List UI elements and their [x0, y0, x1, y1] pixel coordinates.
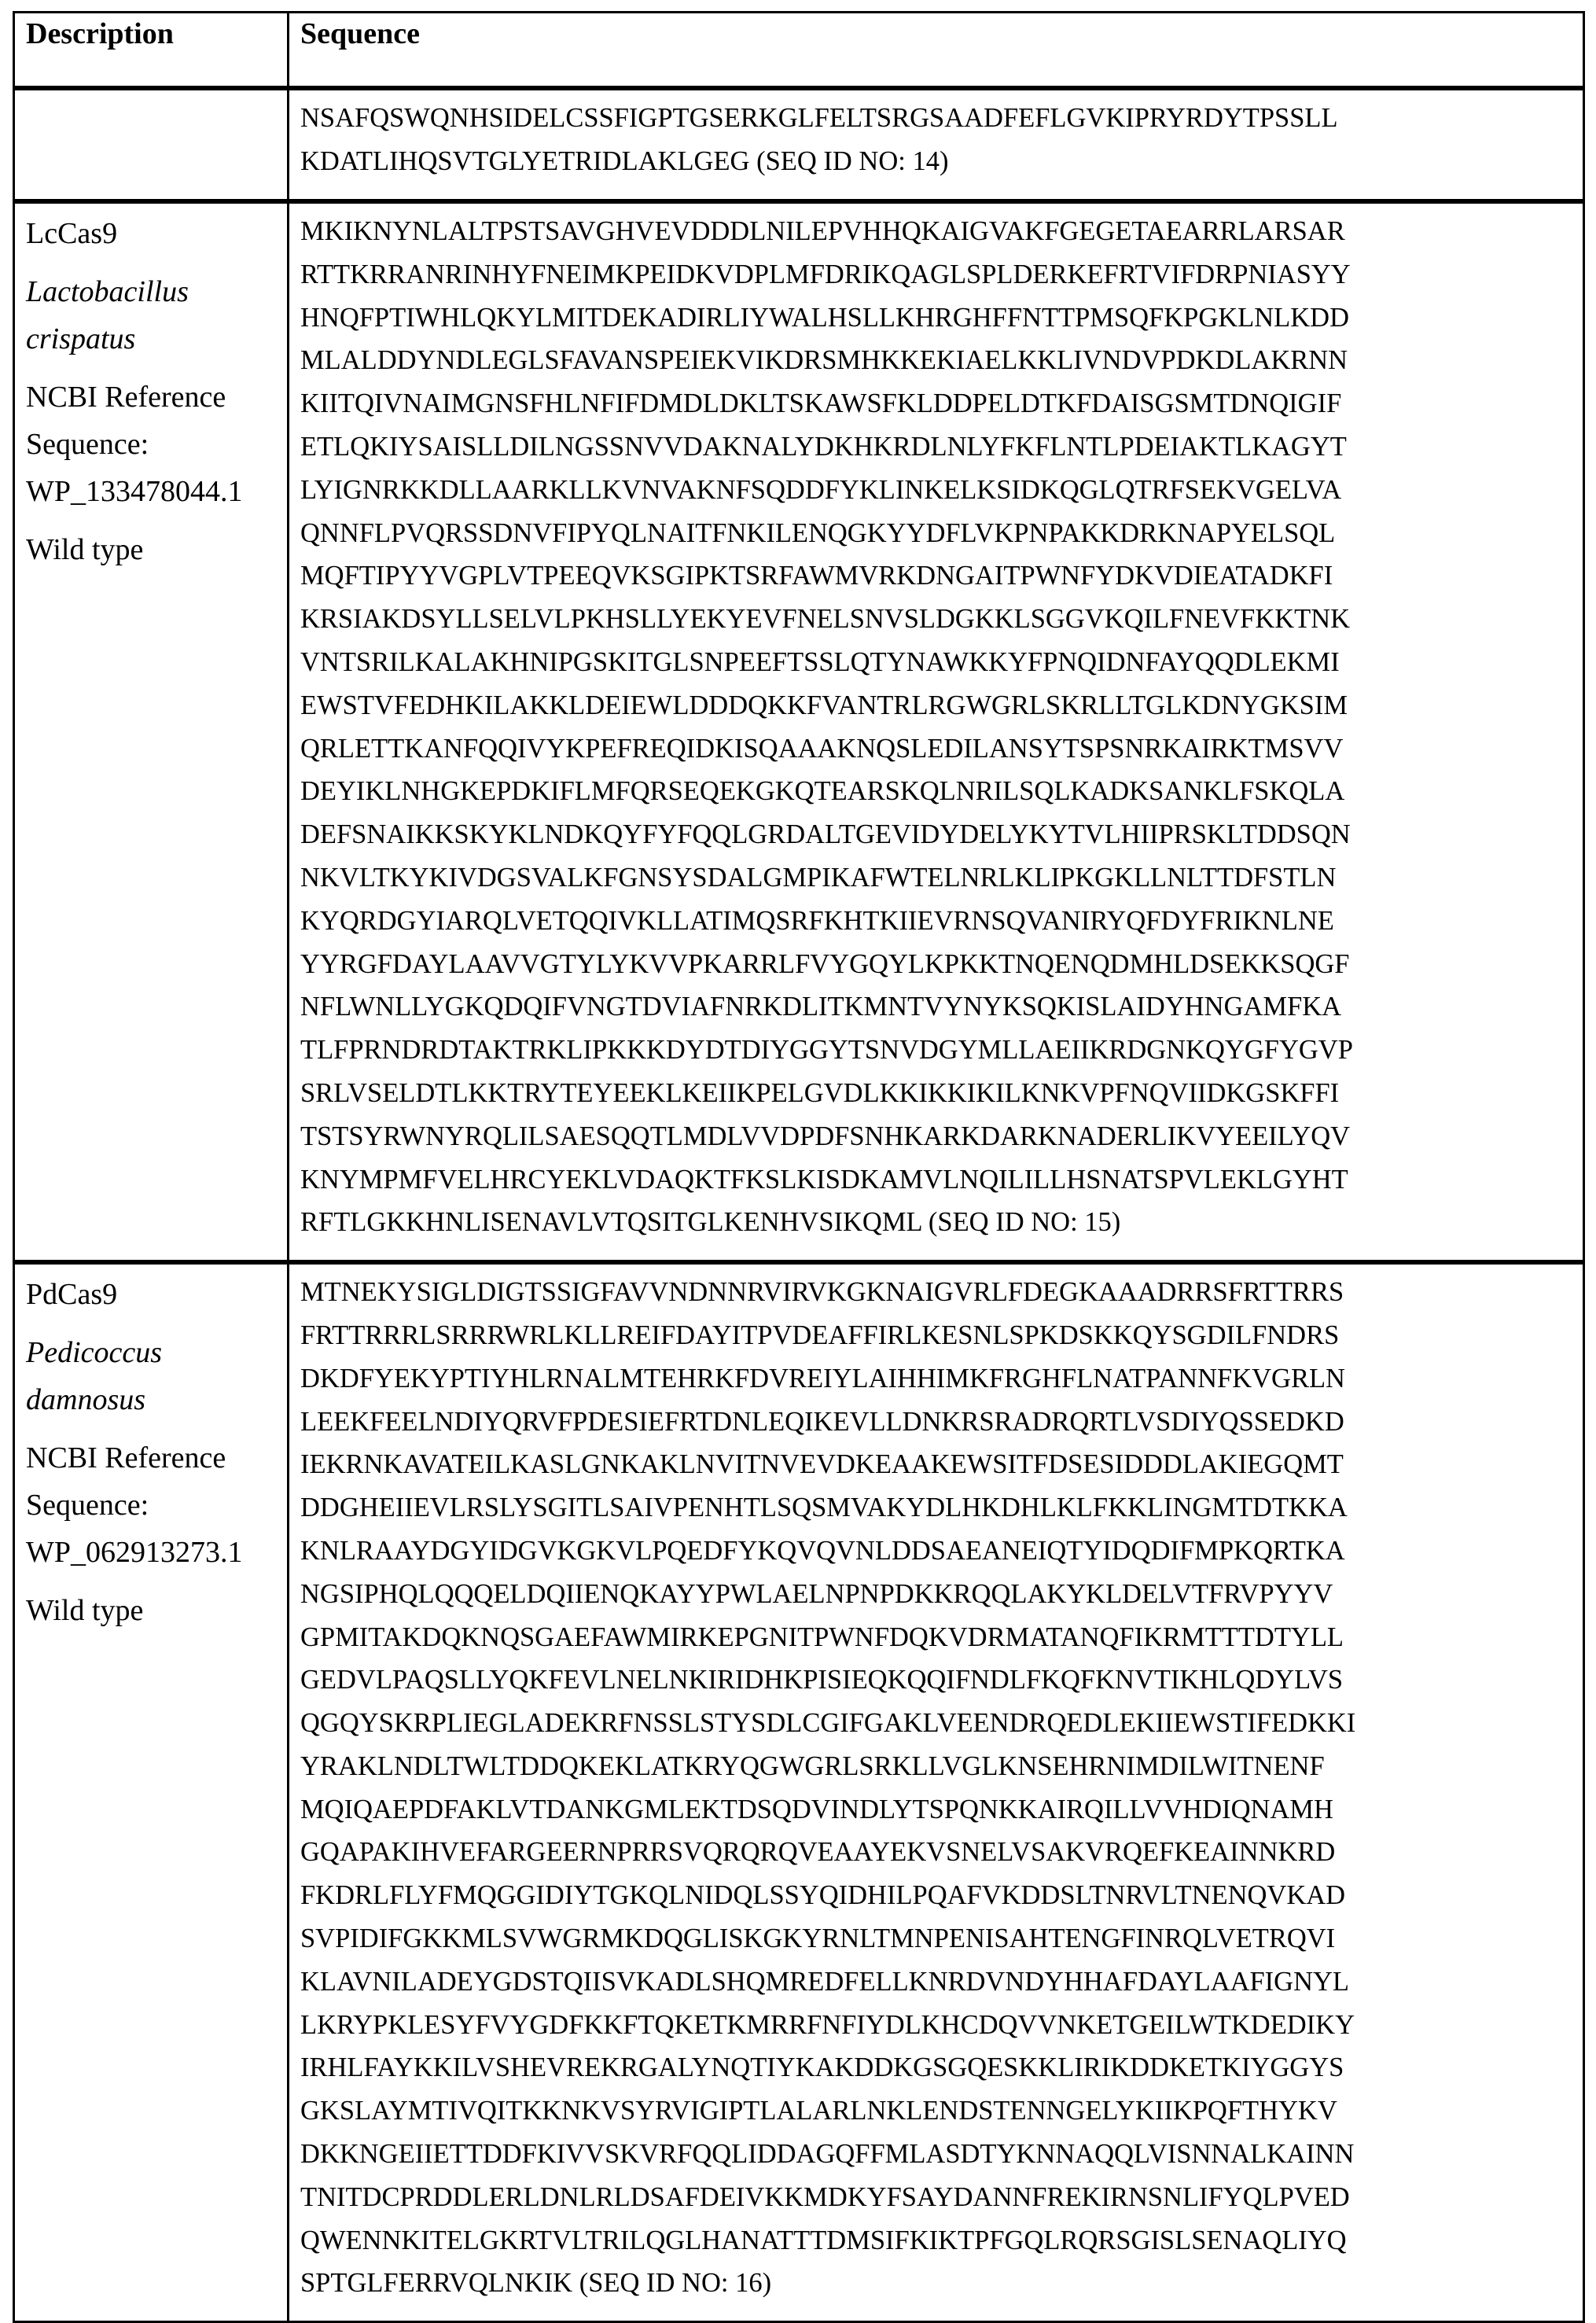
sequence-line: QGQYSKRPLIEGLADEKRFNSSLSTYSDLCGIFGAKLVEENDRQEDLEKIIEWSTIFEDKKI [300, 1702, 1572, 1745]
sequence-line: TNITDCPRDDLERLDNLRLDSAFDEIVKKMDKYFSAYDANNFREKIRNSNLIFYQLPVED [300, 2176, 1572, 2219]
sequence-line: DKKNGEIIETTDDFKIVVSKVRFQQLIDDAGQFFMLASDTYKNNAQQLVISNNALKAINN [300, 2133, 1572, 2176]
sequence-line: NFLWNLLYGKQDQIFVNGTDVIAFNRKDLITKMNTVYNYKSQKISLAIDYHNGAMFKA [300, 985, 1572, 1029]
sequence-line: GQAPAKIHVEFARGEERNPRRSVQRQRQVEAAYEKVSNELVSAKVRQEFKEAINNKRD [300, 1831, 1572, 1874]
sequence-line: FRTTRRRLSRRRWRLKLLREIFDAYITPVDEAFFIRLKESNLSPKDSKKQYSGDILFNDRS [300, 1314, 1572, 1357]
sequence-cell [289, 88, 1584, 201]
sequence-line: GPMITAKDQKNQSGAEFAWMIRKEPGNITPWNFDQKVDRMATANQFIKRMTTTDTYLL [300, 1616, 1572, 1659]
table-row [14, 1262, 1584, 2322]
sequence-line: QWENNKITELGKRTVLTRILQGLHANATTTDMSIFKIKTPFGQLRQRSGISLSENAQLIYQ [300, 2219, 1572, 2262]
sequence-line: IEKRNKAVATEILKASLGNKAKLNVITNVEVDKEAAKEWSITFDSESIDDDLAKIEGQMT [300, 1443, 1572, 1486]
sequence-cell [289, 201, 1584, 1262]
sequence-line: HNQFPTIWHLQKYLMITDEKADIRLIYWALHSLLKHRGHFFNTTPMSQFKPGKLNLKDD [300, 296, 1572, 340]
sequence-line: MQFTIPYYVGPLVTPEEQVKSGIPKTSRFAWMVRKDNGAITPWNFYDKVDIEATADKFI [300, 554, 1572, 598]
sequence-line: KNLRAAYDGYIDGVKGKVLPQEDFYKQVQVNLDDSAEANEIQTYIDQDIFMPKQRTKA [300, 1530, 1572, 1573]
sequence-line: MKIKNYNLALTPSTSAVGHVEVDDDLNILEPVHHQKAIGVAKFGEGETAEARRLARSAR [300, 210, 1572, 253]
sequence-line: TLFPRNDRDTAKTRKLIPKKKDYDTDIYGGYTSNVDGYMLLAEIIKRDGNKQYGFYGVP [300, 1029, 1572, 1072]
description-cell [14, 1262, 289, 2322]
sequence-line: DEYIKLNHGKEPDKIFLMFQRSEQEKGKQTEARSKQLNRILSQLKADKSANKLFSKQLA [300, 770, 1572, 813]
sequence-line: SVPIDIFGKKMLSVWGRMKDQGLISKGKYRNLTMNPENISAHTENGFINRQLVETRQVI [300, 1917, 1572, 1960]
variant-type: Wild type [26, 1594, 143, 1627]
sequence-line: YYRGFDAYLAAVVGTYLYKVVPKARRLFVYGQYLKPKKTNQENQDMHLDSEKKSQGF [300, 943, 1572, 986]
table-row [14, 88, 1584, 201]
sequence-line: SPTGLFERRVQLNKIK (SEQ ID NO: 16) [300, 2262, 1572, 2305]
description-header: Description [14, 13, 289, 89]
sequence-line: LYIGNRKKDLLAARKLLKVNVAKNFSQDDFYKLINKELKSIDKQGLQTRFSEKVGELVA [300, 469, 1572, 512]
sequence-header: Sequence [289, 13, 1584, 89]
sequence-line: DEFSNAIKKSKYKLNDKQYFYFQQLGRDALTGEVIDYDELYKYTVLHIIPRSKLTDDSQN [300, 813, 1572, 856]
sequence-line: KIITQIVNAIMGNSFHLNFIFDMDLDKLTSKAWSFKLDDPELDTKFDAISGSMTDNQIGIF [300, 382, 1572, 425]
description-cell [14, 201, 289, 1262]
sequence-line: LKRYPKLESYFVYGDFKKFTQKETKMRRFNFIYDLKHCDQVVNKETGEILWTKDEDIKY [300, 2004, 1572, 2047]
sequence-line: RTTKRRANRINHYFNEIMKPEIDKVDPLMFDRIKQAGLSPLDERKEFRTVIFDRPNIASYY [300, 253, 1572, 296]
sequence-line: LEEKFEELNDIYQRVFPDESIEFRTDNLEQIKEVLLDNKRSRADRQRTLVSDIYQSSEDKD [300, 1401, 1572, 1444]
protein-name: PdCas9 [26, 1278, 117, 1311]
sequence-line: EWSTVFEDHKILAKKLDEIEWLDDDQKKFVANTRLRGWGRLSKRLLTGLKDNYGKSIM [300, 684, 1572, 727]
sequence-line: FKDRLFLYFMQGGIDIYTGKQLNIDQLSSYQIDHILPQAFVKDDSLTNRVLTNENQVKAD [300, 1874, 1572, 1917]
reference-sequence: NCBI Reference Sequence: WP_133478044.1 [26, 381, 243, 508]
sequence-line: MQIQAEPDFAKLVTDANKGMLEKTDSQDVINDLYTSPQNKKAIRQILLVVHDIQNAMH [300, 1788, 1572, 1832]
sequence-line: VNTSRILKALAKHNIPGSKITGLSNPEEFTSSLQTYNAWKKYFPNQIDNFAYQQDLEKMI [300, 641, 1572, 684]
sequence-line: TSTSYRWNYRQLILSAESQQTLMDLVVDPDFSNHKARKDARKNADERLIKVYEEILYQV [300, 1115, 1572, 1158]
sequence-line: KDATLIHQSVTGLYETRIDLAKLGEG (SEQ ID NO: 14) [300, 140, 1572, 183]
table-row [14, 201, 1584, 1262]
sequence-table [13, 11, 1585, 2323]
sequence-line: DDGHEIIEVLRSLYSGITLSAIVPENHTLSQSMVAKYDLHKDHLKLFKKLINGMTDTKKA [300, 1486, 1572, 1530]
sequence-line: NKVLTKYKIVDGSVALKFGNSYSDALGMPIKAFWTELNRLKLIPKGKLLNLTTDFSTLN [300, 856, 1572, 900]
sequence-line: QNNFLPVQRSSDNVFIPYQLNAITFNKILENQGKYYDFLVKPNPAKKDRKNAPYELSQL [300, 512, 1572, 555]
sequence-line: KRSIAKDSYLLSELVLPKHSLLYEKYEVFNELSNVSLDGKKLSGGVKQILFNEVFKKTNK [300, 598, 1572, 641]
sequence-line: ETLQKIYSAISLLDILNGSSNVVDAKNALYDKHKRDLNLYFKFLNTLPDEIAKTLKAGYT [300, 425, 1572, 469]
header-row [14, 13, 1584, 89]
species-name: Pedicoccus damnosus [26, 1336, 162, 1416]
sequence-line: KYQRDGYIARQLVETQQIVKLLATIMQSRFKHTKIIEVRNSQVANIRYQFDYFRIKNLNE [300, 900, 1572, 943]
sequence-line: NGSIPHQLQQQELDQIIENQKAYYPWLAELNPNPDKKRQQLAKYKLDELVTFRVPYYV [300, 1573, 1572, 1616]
variant-type: Wild type [26, 533, 143, 566]
sequence-line: MLALDDYNDLEGLSFAVANSPEIEKVIKDRSMHKKEKIAELKKLIVNDVPDKDLAKRNN [300, 339, 1572, 382]
description-cell [14, 88, 289, 201]
sequence-line: KLAVNILADEYGDSTQIISVKADLSHQMREDFELLKNRDVNDYHHAFDAYLAAFIGNYL [300, 1960, 1572, 2004]
sequence-line: DKDFYEKYPTIYHLRNALMTEHRKFDVREIYLAIHHIMKFRGHFLNATPANNFKVGRLN [300, 1357, 1572, 1401]
protein-name: LcCas9 [26, 217, 117, 250]
sequence-cell [289, 1262, 1584, 2322]
sequence-line: NSAFQSWQNHSIDELCSSFIGPTGSERKGLFELTSRGSAADFEFLGVKIPRYRDYTPSSLL [300, 97, 1572, 140]
sequence-line: IRHLFAYKKILVSHEVREKRGALYNQTIYKAKDDKGSGQESKKLIRIKDDKETKIYGGYS [300, 2046, 1572, 2089]
sequence-line: MTNEKYSIGLDIGTSSIGFAVVNDNNRVIRVKGKNAIGVRLFDEGKAAADRRSFRTTRRS [300, 1271, 1572, 1314]
sequence-line: SRLVSELDTLKKTRYTEYEEKLKEIIKPELGVDLKKIKKIKILKNKVPFNQVIIDKGSKFFI [300, 1072, 1572, 1115]
reference-sequence: NCBI Reference Sequence: WP_062913273.1 [26, 1441, 243, 1569]
species-name: Lactobacillus crispatus [26, 275, 189, 355]
sequence-line: QRLETTKANFQQIVYKPEFREQIDKISQAAAKNQSLEDILANSYTSPSNRKAIRKTMSVV [300, 727, 1572, 771]
sequence-line: GEDVLPAQSLLYQKFEVLNELNKIRIDHKPISIEQKQQIFNDLFKQFKNVTIKHLQDYLVS [300, 1658, 1572, 1702]
sequence-line: YRAKLNDLTWLTDDQKEKLATKRYQGWGRLSRKLLVGLKNSEHRNIMDILWITNENF [300, 1745, 1572, 1788]
sequence-line: GKSLAYMTIVQITKKNKVSYRVIGIPTLALARLNKLENDSTENNGELYKIIKPQFTHYKV [300, 2089, 1572, 2133]
sequence-line: KNYMPMFVELHRCYEKLVDAQKTFKSLKISDKAMVLNQILILLHSNATSPVLEKLGYHT [300, 1158, 1572, 1202]
sequence-line: RFTLGKKHNLISENAVLVTQSITGLKENHVSIKQML (SEQ ID NO: 15) [300, 1201, 1572, 1244]
